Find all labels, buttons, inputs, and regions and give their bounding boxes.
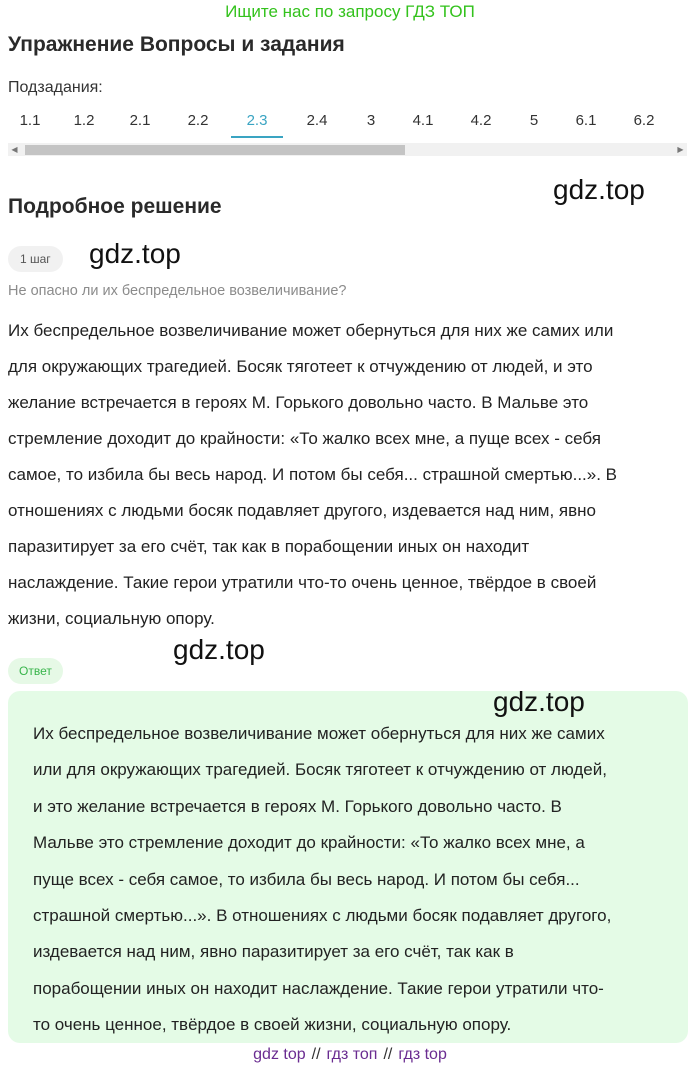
answer-line: то очень ценное, твёрдое в своей жизни, социальную опору. bbox=[33, 1015, 512, 1035]
scrollbar-thumb[interactable] bbox=[25, 145, 405, 155]
subtask-tab[interactable]: 1.1 bbox=[19, 112, 41, 129]
solution-line: Их беспредельное возвеличивание может обернуться для них же самих или bbox=[8, 321, 614, 340]
subtask-tab[interactable]: 2.3 bbox=[231, 108, 283, 138]
solution-line: паразитирует за его счёт, так как в порабощении иных он находит bbox=[8, 537, 530, 556]
footer-separator: // bbox=[311, 1046, 321, 1063]
subtask-tab[interactable]: 2.4 bbox=[306, 112, 328, 129]
footer-links bbox=[0, 1046, 700, 1064]
solution-line: отношениях с людьми босяк подавляет другого, издевается над ним, явно bbox=[8, 501, 596, 520]
horizontal-scrollbar[interactable] bbox=[8, 143, 687, 156]
answer-line: или для окружающих трагедией. Босяк тяготеет к отчуждению от людей, bbox=[33, 760, 607, 780]
subtasks-label: Подзадания: bbox=[8, 79, 103, 96]
watermark: gdz.top bbox=[173, 634, 265, 665]
scroll-right-arrow-icon[interactable]: ▶ bbox=[677, 145, 684, 154]
answer-line: порабощении иных он находит наслаждение. Такие герои утратили что- bbox=[33, 978, 604, 998]
answer-line: Мальве это стремление доходит до крайности: «То жалко всех мне, а bbox=[33, 833, 585, 853]
exercise-title: Упражнение Вопросы и задания bbox=[8, 33, 345, 56]
solution-line: наслаждение. Такие герои утратили что-то очень ценное, твёрдое в своей bbox=[8, 573, 597, 592]
answer-line: издевается над ним, явно паразитирует за его счёт, так как в bbox=[33, 942, 514, 962]
subtask-tab[interactable]: 2.1 bbox=[129, 112, 151, 129]
answer-badge: Ответ bbox=[8, 658, 63, 684]
subtask-tab[interactable]: 5 bbox=[529, 112, 539, 129]
step-badge: 1 шаг bbox=[8, 246, 63, 272]
watermark: gdz.top bbox=[493, 686, 585, 717]
watermark: gdz.top bbox=[89, 238, 181, 269]
footer-link[interactable]: gdz top bbox=[253, 1046, 306, 1063]
answer-line: страшной смертью...». В отношениях с людьми босяк подавляет другого, bbox=[33, 906, 612, 926]
solution-line: для окружающих трагедией. Босяк тяготеет к отчуждению от людей, и это bbox=[8, 357, 593, 376]
footer-link[interactable]: гдз топ bbox=[326, 1046, 378, 1063]
subtask-tab[interactable]: 3 bbox=[366, 112, 376, 129]
subtask-tab[interactable]: 1.2 bbox=[73, 112, 95, 129]
subtask-tabs bbox=[0, 108, 700, 138]
solution-line: жизни, социальную опору. bbox=[8, 609, 215, 628]
answer-line: пуще всех - себя самое, то избила бы весь народ. И потом бы себя... bbox=[33, 869, 580, 889]
solution-text bbox=[8, 313, 688, 637]
subtask-tab[interactable]: 6.2 bbox=[633, 112, 655, 129]
subtask-tab[interactable]: 4.1 bbox=[412, 112, 434, 129]
subtask-tab[interactable]: 2.2 bbox=[187, 112, 209, 129]
solution-line: стремление доходит до крайности: «То жалко всех мне, а пуще всех - себя bbox=[8, 429, 601, 448]
scroll-left-arrow-icon[interactable]: ◀ bbox=[11, 145, 18, 154]
answer-line: и это желание встречается в героях М. Горького довольно часто. В bbox=[33, 796, 562, 816]
answer-line: Их беспредельное возвеличивание может обернуться для них же самих bbox=[33, 724, 605, 743]
solution-line: желание встречается в героях М. Горького довольно часто. В Мальве это bbox=[8, 393, 589, 412]
footer-separator: // bbox=[383, 1046, 393, 1063]
search-banner: Ищите нас по запросу ГДЗ ТОП bbox=[225, 2, 475, 21]
footer-link[interactable]: гдз top bbox=[398, 1046, 447, 1063]
watermark: gdz.top bbox=[553, 174, 645, 205]
solution-title: Подробное решение bbox=[8, 195, 222, 218]
answer-text bbox=[33, 716, 665, 1044]
solution-line: самое, то избила бы весь народ. И потом бы себя... страшной смертью...». В bbox=[8, 465, 618, 484]
question-text: Не опасно ли их беспредельное возвеличивание? bbox=[8, 283, 347, 299]
subtask-tab[interactable]: 4.2 bbox=[470, 112, 492, 129]
subtask-tab[interactable]: 6.1 bbox=[575, 112, 597, 129]
